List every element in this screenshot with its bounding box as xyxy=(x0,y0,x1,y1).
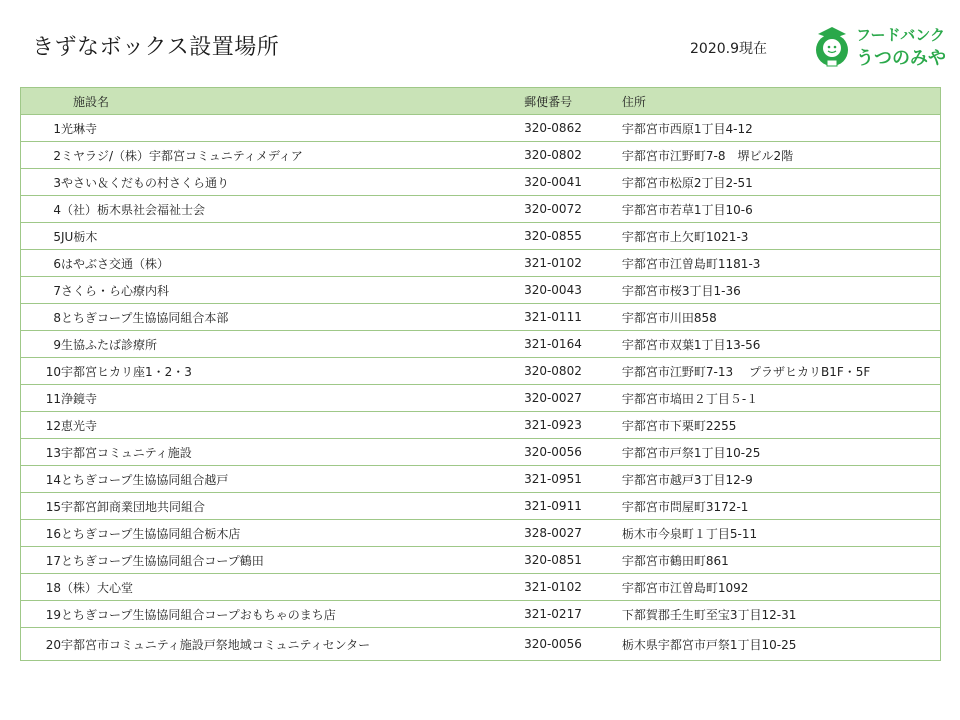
row-number: 10 xyxy=(45,364,61,379)
table-row xyxy=(21,547,941,574)
facility-name: （株）大心堂 xyxy=(61,580,134,595)
address: 宇都宮市塙田２丁目５-１ xyxy=(620,385,941,412)
table-row xyxy=(21,142,941,169)
address: 宇都宮市川田858 xyxy=(620,304,941,331)
facility-name: ミヤラジ/（株）宇都宮コミュニティメディア xyxy=(61,148,303,163)
date-label: 2020.9現在 xyxy=(690,41,767,57)
address: 宇都宮市戸祭1丁目10-25 xyxy=(620,439,941,466)
address: 宇都宮市越戸3丁目12-9 xyxy=(620,466,941,493)
table-row xyxy=(21,196,941,223)
address: 下都賀郡壬生町至宝3丁目12-31 xyxy=(620,601,941,628)
address: 宇都宮市江曽島町1181-3 xyxy=(620,250,941,277)
food-bank-logo xyxy=(810,22,946,72)
facility-name: 宇都宮ヒカリ座1・2・3 xyxy=(61,364,192,379)
row-number: 8 xyxy=(53,310,61,325)
postal-code: 321-0923 xyxy=(524,412,620,439)
postal-code: 321-0951 xyxy=(524,466,620,493)
table-row xyxy=(21,412,941,439)
row-number: 12 xyxy=(45,418,61,433)
postal-code: 320-0802 xyxy=(524,142,620,169)
postal-code: 321-0111 xyxy=(524,304,620,331)
table-body xyxy=(21,115,941,661)
table-row xyxy=(21,520,941,547)
facility-name: とちぎコープ生協協同組合コープおもちゃのまち店 xyxy=(61,607,336,622)
facility-name: 浄鏡寺 xyxy=(61,391,98,406)
postal-code: 320-0041 xyxy=(524,169,620,196)
facility-cell xyxy=(21,277,525,304)
postal-code: 320-0056 xyxy=(524,439,620,466)
facility-cell xyxy=(21,115,525,142)
postal-code: 320-0056 xyxy=(524,628,620,661)
address: 宇都宮市桜3丁目1-36 xyxy=(620,277,941,304)
address: 栃木県宇都宮市戸祭1丁目10-25 xyxy=(620,628,941,661)
facility-name: 宇都宮コミュニティ施設 xyxy=(61,445,192,460)
table-row xyxy=(21,277,941,304)
table-row xyxy=(21,385,941,412)
facility-cell xyxy=(21,331,525,358)
address: 宇都宮市西原1丁目4-12 xyxy=(620,115,941,142)
facility-cell xyxy=(21,385,525,412)
row-number: 11 xyxy=(45,391,61,406)
facility-name: JU栃木 xyxy=(61,229,98,244)
logo-line1: フードバンク xyxy=(856,26,945,44)
facility-cell xyxy=(21,574,525,601)
location-table xyxy=(20,87,941,661)
facility-name: とちぎコープ生協協同組合コープ鶴田 xyxy=(61,553,264,568)
row-number: 13 xyxy=(45,445,61,460)
facility-cell xyxy=(21,196,525,223)
facility-cell xyxy=(21,628,525,661)
address: 宇都宮市鶴田町861 xyxy=(620,547,941,574)
table-row xyxy=(21,574,941,601)
table-row xyxy=(21,223,941,250)
postal-code: 320-0851 xyxy=(524,547,620,574)
facility-cell xyxy=(21,358,525,385)
facility-cell xyxy=(21,223,525,250)
address: 宇都宮市江曽島町1092 xyxy=(620,574,941,601)
facility-name: （社）栃木県社会福祉士会 xyxy=(61,202,206,217)
row-number: 2 xyxy=(53,148,61,163)
facility-cell xyxy=(21,304,525,331)
address: 宇都宮市松原2丁目2-51 xyxy=(620,169,941,196)
row-number: 5 xyxy=(53,229,61,244)
postal-code: 320-0862 xyxy=(524,115,620,142)
row-number: 19 xyxy=(45,607,61,622)
table-row xyxy=(21,304,941,331)
logo-mascot-icon xyxy=(810,24,854,70)
row-number: 17 xyxy=(45,553,61,568)
facility-name: とちぎコープ生協協同組合本部 xyxy=(61,310,229,325)
postal-code: 321-0102 xyxy=(524,250,620,277)
facility-name: とちぎコープ生協協同組合越戸 xyxy=(61,472,229,487)
row-number: 3 xyxy=(53,175,61,190)
address: 宇都宮市江野町7-8 堺ビル2階 xyxy=(620,142,941,169)
facility-cell xyxy=(21,169,525,196)
facility-cell xyxy=(21,439,525,466)
row-number: 1 xyxy=(53,121,61,136)
facility-cell xyxy=(21,493,525,520)
header-name: 施設名 xyxy=(21,88,525,115)
address: 宇都宮市問屋町3172-1 xyxy=(620,493,941,520)
postal-code: 320-0027 xyxy=(524,385,620,412)
facility-cell xyxy=(21,412,525,439)
postal-code: 321-0164 xyxy=(524,331,620,358)
postal-code: 321-0911 xyxy=(524,493,620,520)
facility-name: とちぎコープ生協協同組合栃木店 xyxy=(61,526,241,541)
facility-name: さくら・ら心療内科 xyxy=(61,283,170,298)
table-header-row xyxy=(21,88,941,115)
table-row xyxy=(21,169,941,196)
row-number: 20 xyxy=(45,637,61,652)
address: 宇都宮市下栗町2255 xyxy=(620,412,941,439)
address: 宇都宮市双葉1丁目13-56 xyxy=(620,331,941,358)
table-row xyxy=(21,358,941,385)
row-number: 4 xyxy=(53,202,61,217)
header-address: 住所 xyxy=(620,88,941,115)
facility-name: やさい＆くだもの村さくら通り xyxy=(61,175,230,190)
address: 栃木市今泉町１丁目5-11 xyxy=(620,520,941,547)
row-number: 14 xyxy=(45,472,61,487)
postal-code: 320-0072 xyxy=(524,196,620,223)
postal-code: 321-0217 xyxy=(524,601,620,628)
facility-name: 宇都宮市コミュニティ施設戸祭地域コミュニティセンター xyxy=(61,637,371,652)
facility-cell xyxy=(21,601,525,628)
facility-cell xyxy=(21,142,525,169)
row-number: 7 xyxy=(53,283,61,298)
facility-name: 生協ふたば診療所 xyxy=(61,337,158,352)
facility-cell xyxy=(21,547,525,574)
postal-code: 320-0855 xyxy=(524,223,620,250)
logo-line2: うつのみや xyxy=(856,48,946,69)
facility-name: 光琳寺 xyxy=(61,121,98,136)
address: 宇都宮市上欠町1021-3 xyxy=(620,223,941,250)
facility-name: 恵光寺 xyxy=(61,418,98,433)
row-number: 6 xyxy=(53,256,61,271)
facility-name: 宇都宮卸商業団地共同組合 xyxy=(61,499,206,514)
postal-code: 328-0027 xyxy=(524,520,620,547)
facility-cell xyxy=(21,466,525,493)
table-row xyxy=(21,601,941,628)
page-title: きずなボックス設置場所 xyxy=(32,35,280,60)
postal-code: 320-0802 xyxy=(524,358,620,385)
table-row xyxy=(21,493,941,520)
facility-cell xyxy=(21,250,525,277)
address: 宇都宮市江野町7-13 プラザヒカリB1F・5F xyxy=(620,358,941,385)
row-number: 9 xyxy=(53,337,61,352)
row-number: 18 xyxy=(45,580,61,595)
table-row xyxy=(21,331,941,358)
table-row xyxy=(21,439,941,466)
row-number: 16 xyxy=(45,526,61,541)
address: 宇都宮市若草1丁目10-6 xyxy=(620,196,941,223)
header-zip: 郵便番号 xyxy=(524,88,620,115)
table-row xyxy=(21,466,941,493)
table-row xyxy=(21,250,941,277)
table-row xyxy=(21,115,941,142)
row-number: 15 xyxy=(45,499,61,514)
postal-code: 321-0102 xyxy=(524,574,620,601)
table-row xyxy=(21,628,941,661)
facility-cell xyxy=(21,520,525,547)
postal-code: 320-0043 xyxy=(524,277,620,304)
facility-name: はやぶさ交通（株） xyxy=(61,256,170,271)
